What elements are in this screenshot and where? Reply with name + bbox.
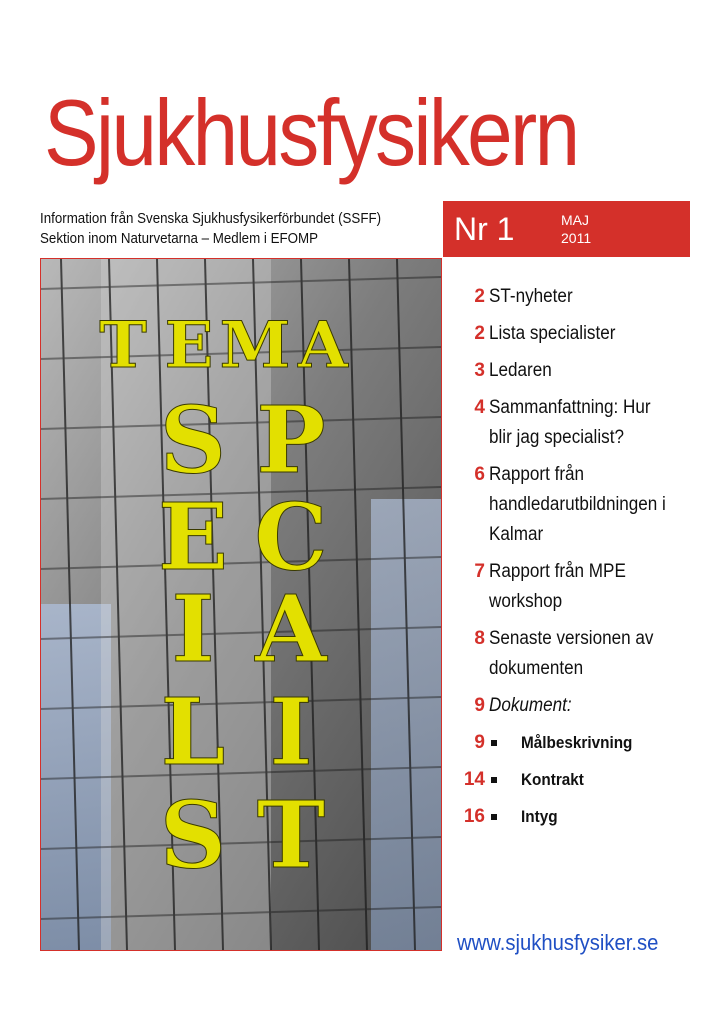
toc-page-number: 7 [474,561,485,582]
specialist-letter: A [255,575,327,683]
toc-item-text: Lista specialister [489,323,616,344]
toc-page-number: 14 [463,769,485,790]
theme-letter: T [99,308,147,383]
toc-item-text: blir jag specialist? [489,427,624,448]
section-line: Sektion inom Naturvetarna – Medlem i EFOMP [40,231,319,247]
toc-page-number: 2 [474,286,485,307]
toc-page-number: 3 [474,360,485,381]
specialist-letter: L [160,678,226,786]
theme-letter: E [164,308,214,383]
toc-item-text: Ledaren [489,360,552,381]
theme-letter: M [219,308,291,383]
toc-page-number: 2 [474,323,485,344]
toc-page-number: 6 [474,464,485,485]
masthead-title: Sjukhusfysikern [44,80,578,185]
specialist-letter: I [269,678,313,786]
bullet-icon [491,777,497,783]
website-link[interactable]: www.sjukhusfysiker.se [457,930,659,955]
toc-item-text: Senaste versionen av [489,628,654,649]
toc-page-number: 9 [474,695,485,716]
specialist-letter: P [256,386,326,494]
specialist-letter: T [256,781,326,889]
toc-item-text: Dokument: [489,695,572,716]
toc-item-text: handledarutbildningen i [489,494,666,515]
publisher-line: Information från Svenska Sjukhusfysikerförbundet (SSFF) [40,211,382,227]
issue-banner [443,201,690,257]
toc-item-text: workshop [489,591,563,612]
toc-page-number: 16 [463,806,485,827]
theme-letter: A [298,308,348,383]
toc-page-number: 8 [474,628,485,649]
toc-item-text: Rapport från [489,464,585,485]
toc-item-text: Kalmar [489,524,544,545]
toc-item-text: Intyg [521,807,558,826]
specialist-letter: I [171,575,215,683]
toc-item-text: Rapport från MPE [489,561,626,582]
toc-page-number: 4 [474,397,485,418]
cover-artwork [41,259,441,950]
cover-image [40,258,442,951]
bullet-icon [491,814,497,820]
specialist-letter: S [159,781,227,889]
toc-item-text: Sammanfattning: Hur [489,397,651,418]
toc-item-text: Kontrakt [521,770,584,789]
specialist-letter: S [159,386,227,494]
toc-page-number: 9 [474,732,485,753]
bullet-icon [491,740,497,746]
issue-month: MAJ [561,212,589,228]
issue-number: Nr 1 [454,211,515,247]
specialist-letter: E [157,483,229,591]
toc-item-text: ST-nyheter [489,286,573,307]
issue-year: 2011 [561,230,592,246]
toc-item-text: Målbeskrivning [521,733,633,752]
specialist-letter: C [254,483,328,591]
toc-item-text: dokumenten [489,658,584,679]
